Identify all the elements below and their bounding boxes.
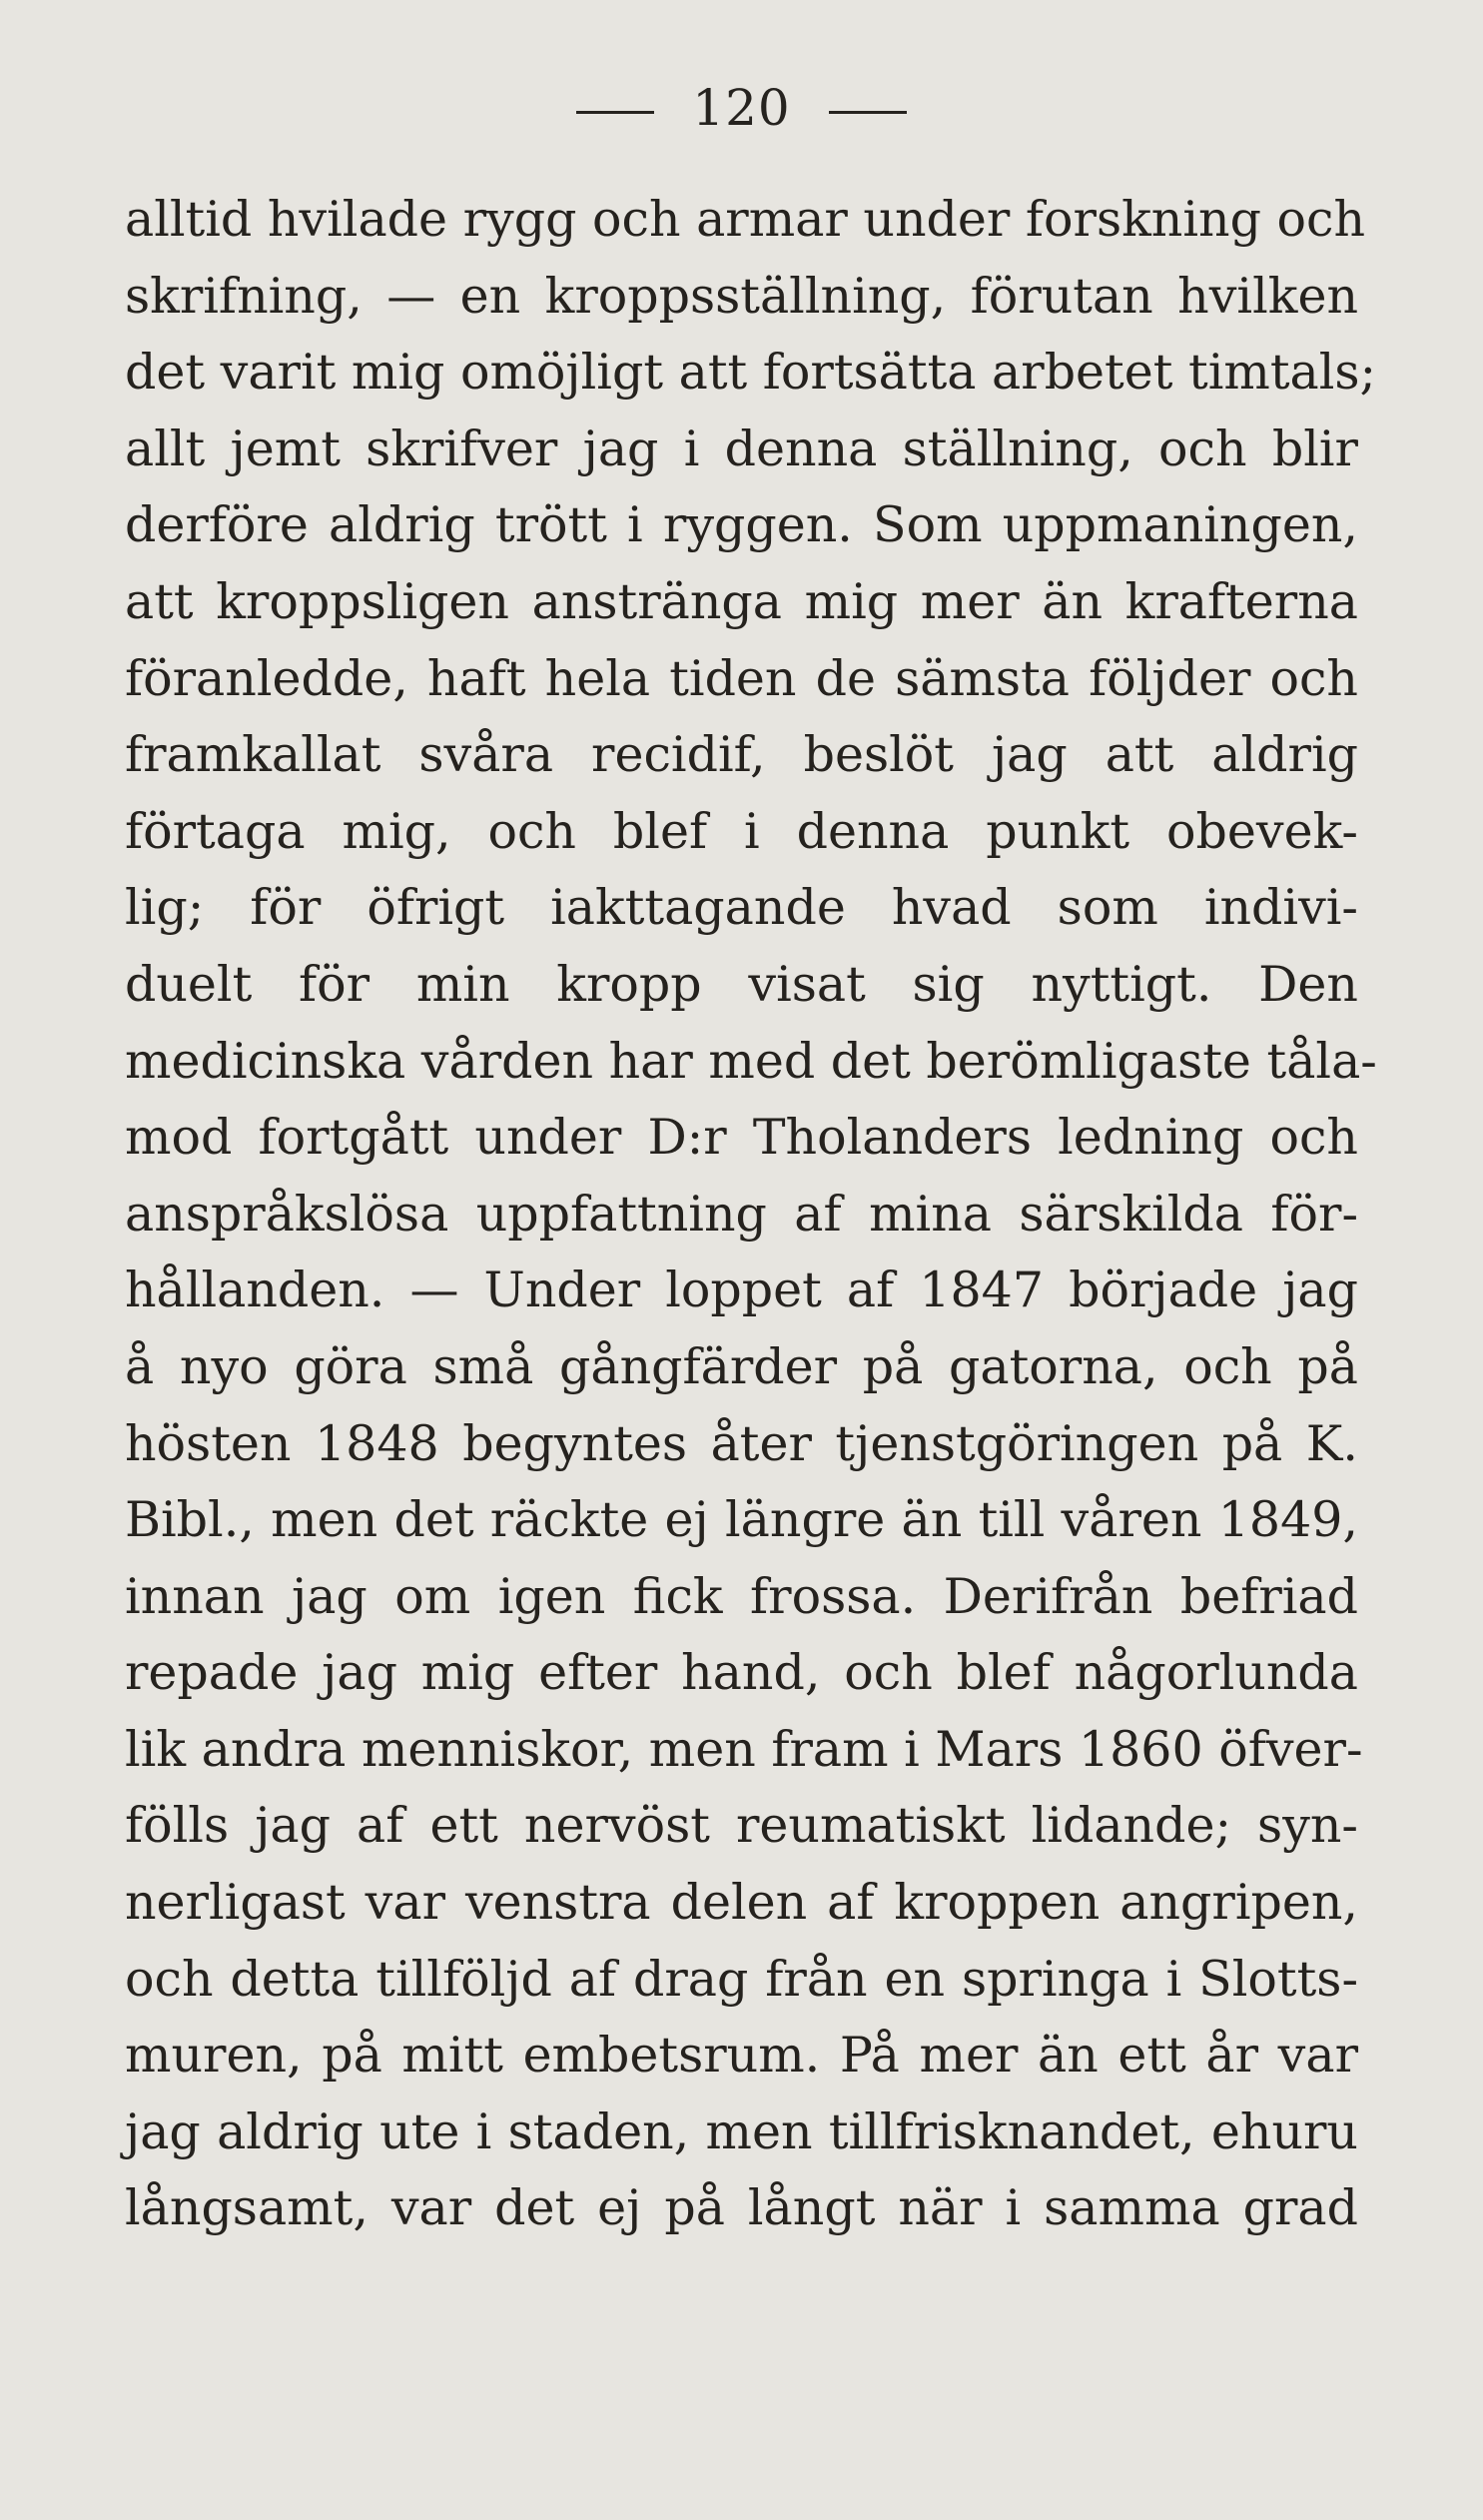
text-line: repade jag mig efter hand, och blef någorlunda (125, 1644, 1358, 1702)
text-line: lig; för öfrigt iakttagande hvad som indivi- (125, 879, 1358, 937)
text-line: hållanden. — Under loppet af 1847 började jag (125, 1261, 1358, 1319)
text-line: fölls jag af ett nervöst reumatiskt lidande; syn- (125, 1797, 1358, 1855)
text-line: det varit mig omöjligt att fortsätta arbetet timtals; (125, 344, 1377, 402)
text-line: allt jemt skrifver jag i denna ställning, och blir (125, 420, 1358, 477)
text-line: lik andra menniskor, men fram i Mars 1860 öfver- (125, 1720, 1363, 1778)
text-line: hösten 1848 begyntes åter tjenstgöringen på K. (125, 1414, 1358, 1472)
text-line: nerligast var venstra delen af kroppen angripen, (125, 1874, 1358, 1932)
header-dash-right (829, 111, 907, 114)
page-header (0, 78, 1483, 138)
text-line: anspråkslösa uppfattning af mina särskilda för- (125, 1185, 1358, 1243)
text-line: Bibl., men det räckte ej längre än till våren 1849, (125, 1491, 1358, 1549)
text-line: förtaga mig, och blef i denna punkt obevek- (125, 802, 1358, 860)
text-line: innan jag om igen fick frossa. Derifrån befriad (125, 1567, 1358, 1625)
text-line: muren, på mitt embetsrum. På mer än ett år var (125, 2027, 1358, 2085)
text-line: att kroppsligen anstränga mig mer än krafterna (125, 572, 1358, 630)
text-line: derföre aldrig trött i ryggen. Som uppmaningen, (125, 496, 1358, 554)
header-dash-left (576, 111, 654, 114)
text-line: långsamt, var det ej på långt när i samma grad (125, 2179, 1358, 2237)
text-line: framkallat svåra recidif, beslöt jag att aldrig (125, 726, 1358, 784)
text-line: duelt för min kropp visat sig nyttigt. Den (125, 955, 1358, 1013)
text-line: alltid hvilade rygg och armar under forskning och (125, 191, 1366, 248)
text-line: och detta tillföljd af drag från en springa i Slotts- (125, 1950, 1358, 2008)
text-line: jag aldrig ute i staden, men tillfrisknandet, ehuru (125, 2102, 1358, 2160)
text-line: föranledde, haft hela tiden de sämsta följder och (125, 649, 1358, 707)
text-line: medicinska vården har med det berömligaste tåla- (125, 1032, 1377, 1090)
text-line: mod fortgått under D:r Tholanders ledning och (125, 1109, 1358, 1167)
text-line: skrifning, — en kroppsställning, förutan hvilken (125, 267, 1358, 325)
page-number: 120 (692, 79, 791, 137)
body-text (125, 182, 1377, 2247)
text-line: å nyo göra små gångfärder på gatorna, och på (125, 1337, 1358, 1395)
